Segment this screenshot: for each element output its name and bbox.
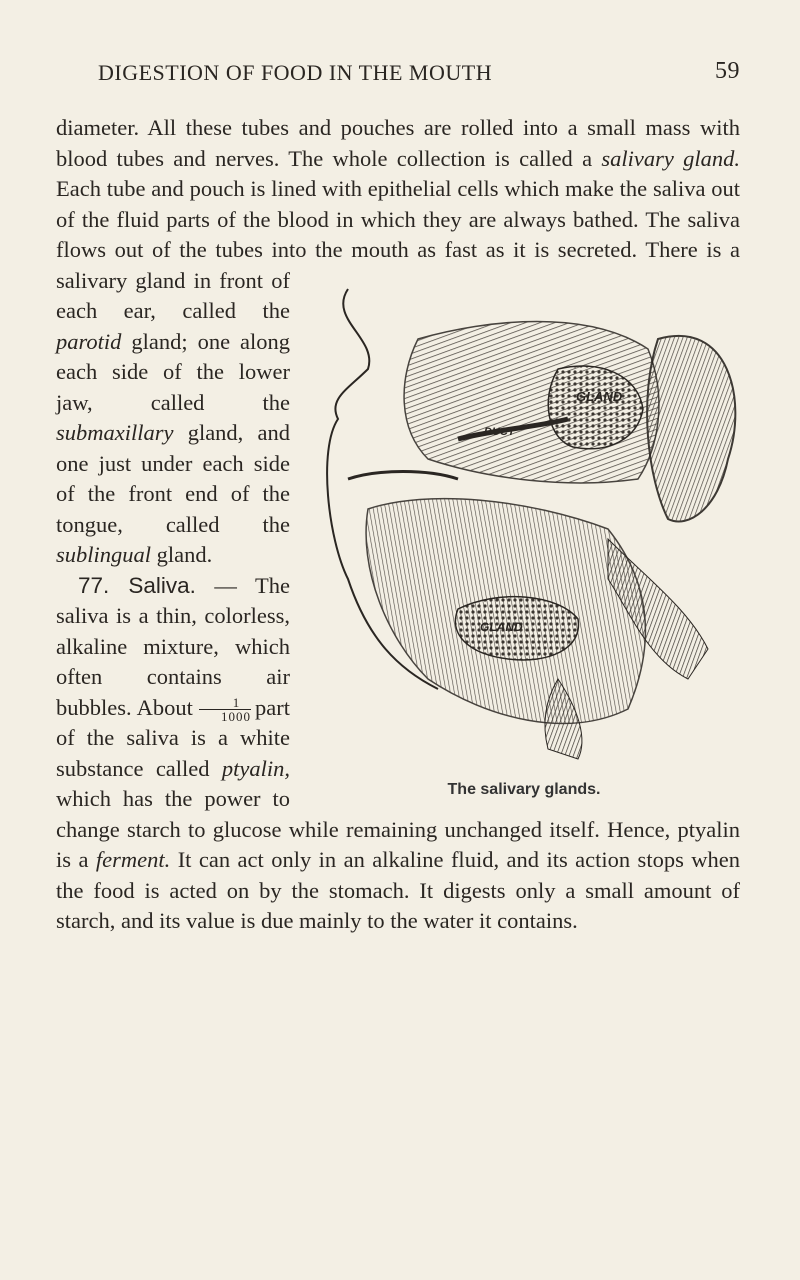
section-dash: — — [195, 572, 256, 598]
para2-text-4: It can act only in an alkaline fluid, and its action stops when the food is acted on by the stomach. It digests only a small amount of starch, and its value is due mainly to the water it contains. — [56, 847, 741, 933]
term-sublingual: sublingual — [56, 542, 152, 567]
fraction-denominator: 1000 — [221, 708, 252, 724]
term-ptyalin: ptyalin, — [221, 755, 290, 781]
para1-text-5: gland. — [151, 542, 213, 567]
label-duct: DUCT — [484, 426, 515, 438]
para2-text-3: which has the power to change starch to glucose while remaining unchanged itself. Hence, ptyalin is a — [56, 786, 740, 872]
term-parotid: parotid — [56, 328, 122, 354]
fraction-numerator: 1 — [199, 696, 251, 710]
term-submaxillary: submaxillary — [56, 420, 174, 445]
term-salivary-gland: salivary gland. — [601, 145, 740, 171]
salivary-glands-figure — [308, 279, 740, 801]
label-gland-upper: GLAND — [576, 389, 623, 404]
page-number: 59 — [715, 58, 740, 84]
fraction — [199, 696, 251, 723]
figure-caption: The salivary glands. — [447, 781, 601, 798]
body-text — [56, 113, 740, 937]
term-ferment: ferment. — [95, 847, 171, 872]
para1-text-4: gland, and one just under each side of the front end of the tongue, called the — [56, 420, 290, 537]
label-gland-lower: GLAND — [480, 620, 523, 634]
para2-text-2: part of the saliva is a white substance called — [56, 694, 290, 781]
salivary-glands-illustration — [308, 279, 740, 769]
section-heading-saliva: 77. Saliva. — [78, 572, 196, 598]
para2-text-1: The saliva is a thin, colorless, alkaline mixture, which often contains air bubbles. About — [56, 572, 291, 720]
lips — [348, 472, 458, 480]
para1-text-2: Each tube and pouch is lined with epithelial cells which make the saliva out of the fluid parts of the blood in which they are always bathed. The saliva flows out of the tubes into the mouth as fast as it is secreted. There is a salivary gland in front of each ear, called the — [56, 176, 740, 323]
para1-text-3: gland; one along each side of the lower jaw, called the — [56, 328, 290, 415]
ear — [647, 336, 735, 522]
running-title: DIGESTION OF FOOD IN THE MOUTH — [98, 60, 493, 85]
para1-text-1: diameter. All these tubes and pouches are rolled into a small mass with blood tubes and nerves. The whole collection is called a — [56, 115, 740, 171]
